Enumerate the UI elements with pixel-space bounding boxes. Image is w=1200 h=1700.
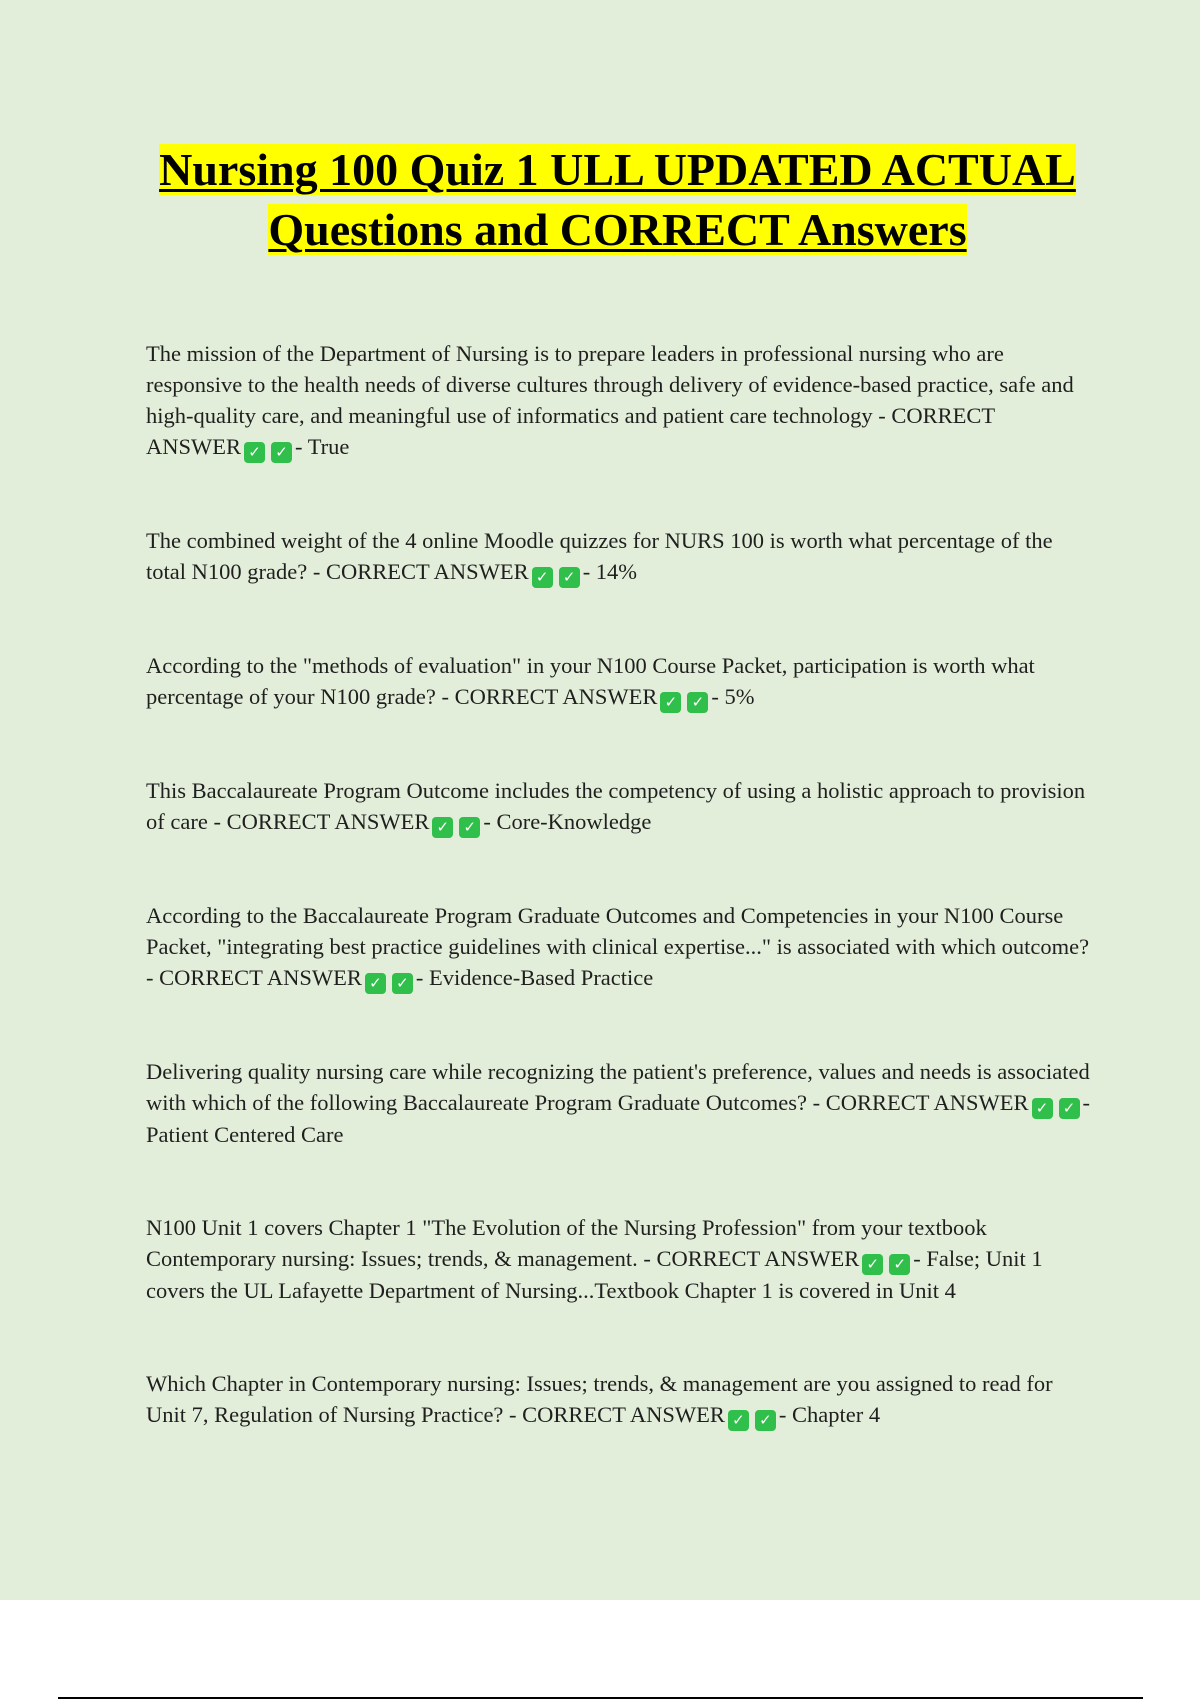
qa-item [146,1368,1091,1431]
answer-text: - Chapter 4 [778,1402,881,1427]
check-mark-icon: ✓ [432,817,453,838]
answer-text: - 5% [711,684,755,709]
answer-marker: CORRECT ANSWER [825,1090,1029,1115]
answer-marker: CORRECT ANSWER [454,684,658,709]
check-mark-icon: ✓ [1032,1098,1053,1119]
check-mark-icon: ✓ [889,1254,910,1275]
qa-list [146,338,1091,1493]
answer-text: - Evidence-Based Practice [415,965,654,990]
answer-marker: CORRECT ANSWER [656,1246,860,1271]
qa-item [146,525,1091,588]
answer-marker: CORRECT ANSWER [522,1402,725,1427]
check-mark-icon: ✓ [862,1254,883,1275]
page-title: Nursing 100 Quiz 1 ULL UPDATED ACTUAL Questions and CORRECT Answers [159,144,1076,255]
qa-item [146,650,1091,713]
question-text: The mission of the Department of Nursing is to prepare leaders in professional nursing who are responsive to the health needs of diverse cultures through delivery of evidence-based practice, safe and high-quality care, and meaningful use of informatics and patient care technology - [146,341,1074,428]
check-mark-icon: ✓ [244,442,265,463]
question-text: Which Chapter in Contemporary nursing: Issues; trends, & management are you assigned to read for Unit 7, Regulation of Nursing Practice? - [146,1371,1053,1427]
answer-marker: CORRECT ANSWER [325,559,529,584]
answer-text: - 14% [582,559,638,584]
question-text: Delivering quality nursing care while recognizing the patient's preference, values and needs is associated with which of the following Baccalaureate Program Graduate Outcomes? - [146,1059,1090,1115]
question-text: According to the Baccalaureate Program Graduate Outcomes and Competencies in your N100 Course Packet, "integrating best practice guidelines with clinical expertise..." is associated with which outcome? - [146,903,1090,990]
qa-item [146,1056,1091,1150]
answer-marker: CORRECT ANSWER [146,403,995,459]
answer-text: - False; Unit 1 covers the UL Lafayette Department of Nursing...Textbook Chapter 1 is covered in Unit 4 [146,1246,1043,1303]
footer-divider [58,1697,1143,1699]
check-mark-icon: ✓ [1059,1098,1080,1119]
check-mark-icon: ✓ [687,692,708,713]
qa-item [146,775,1091,838]
check-mark-icon: ✓ [365,973,386,994]
qa-item [146,1212,1091,1306]
question-text: N100 Unit 1 covers Chapter 1 "The Evolution of the Nursing Profession" from your textbook Contemporary nursing: Issues; trends, & management. - [146,1215,987,1271]
answer-text: - Patient Centered Care [146,1090,1091,1147]
check-mark-icon: ✓ [392,973,413,994]
check-mark-icon: ✓ [728,1410,749,1431]
check-mark-icon: ✓ [271,442,292,463]
question-text: This Baccalaureate Program Outcome includes the competency of using a holistic approach to provision of care - [146,778,1086,834]
qa-item [146,338,1091,463]
check-mark-icon: ✓ [755,1410,776,1431]
check-mark-icon: ✓ [459,817,480,838]
question-text: According to the "methods of evaluation" in your N100 Course Packet, participation is worth what percentage of your N100 grade? - [146,653,1035,709]
check-mark-icon: ✓ [559,567,580,588]
check-mark-icon: ✓ [532,567,553,588]
qa-item [146,900,1091,994]
answer-text: - Core-Knowledge [483,809,652,834]
answer-text: - True [295,434,350,459]
answer-marker: CORRECT ANSWER [226,809,430,834]
check-mark-icon: ✓ [660,692,681,713]
question-text: The combined weight of the 4 online Moodle quizzes for NURS 100 is worth what percentage of the total N100 grade? - [146,528,1053,584]
title-block [145,140,1090,260]
answer-marker: CORRECT ANSWER [159,965,362,990]
